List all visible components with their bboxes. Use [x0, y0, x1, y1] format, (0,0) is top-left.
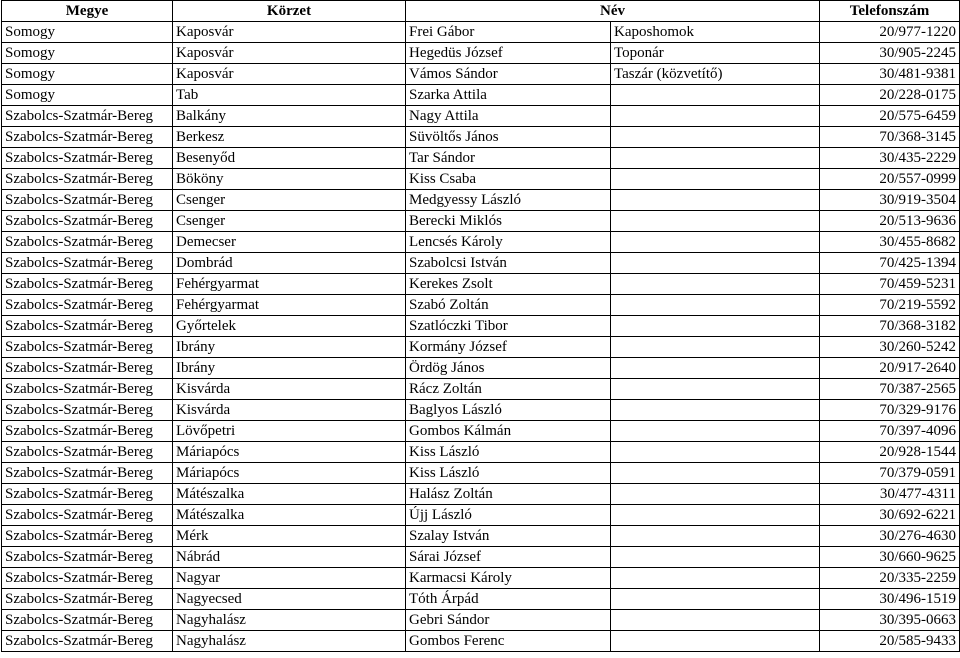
cell-nev: Tóth Árpád	[406, 589, 611, 610]
cell-telefonszam: 20/585-9433	[820, 631, 960, 652]
cell-helyseg	[611, 337, 820, 358]
table-row	[2, 400, 960, 421]
cell-telefonszam: 70/425-1394	[820, 253, 960, 274]
cell-nev: Medgyessy László	[406, 190, 611, 211]
cell-korzet: Ibrány	[173, 337, 406, 358]
table-row	[2, 169, 960, 190]
cell-helyseg	[611, 463, 820, 484]
cell-nev: Szatlóczki Tibor	[406, 316, 611, 337]
cell-telefonszam: 30/395-0663	[820, 610, 960, 631]
cell-telefonszam: 70/387-2565	[820, 379, 960, 400]
cell-megye: Szabolcs-Szatmár-Bereg	[2, 379, 173, 400]
cell-helyseg	[611, 148, 820, 169]
header-megye: Megye	[2, 1, 173, 22]
cell-korzet: Nagyecsed	[173, 589, 406, 610]
cell-nev: Sárai József	[406, 547, 611, 568]
table-row	[2, 211, 960, 232]
cell-helyseg	[611, 610, 820, 631]
cell-korzet: Csenger	[173, 190, 406, 211]
cell-helyseg	[611, 190, 820, 211]
table-row	[2, 64, 960, 85]
cell-megye: Somogy	[2, 64, 173, 85]
cell-nev: Szarka Attila	[406, 85, 611, 106]
cell-telefonszam: 30/905-2245	[820, 43, 960, 64]
table-row	[2, 505, 960, 526]
cell-korzet: Győrtelek	[173, 316, 406, 337]
table-row	[2, 442, 960, 463]
header-telefonszam: Telefonszám	[820, 1, 960, 22]
cell-megye: Szabolcs-Szatmár-Bereg	[2, 421, 173, 442]
cell-megye: Szabolcs-Szatmár-Bereg	[2, 526, 173, 547]
cell-nev: Szabó Zoltán	[406, 295, 611, 316]
cell-korzet: Kaposvár	[173, 22, 406, 43]
cell-helyseg: Kaposhomok	[611, 22, 820, 43]
cell-helyseg	[611, 295, 820, 316]
table-row	[2, 547, 960, 568]
cell-helyseg	[611, 505, 820, 526]
cell-korzet: Fehérgyarmat	[173, 274, 406, 295]
cell-helyseg	[611, 85, 820, 106]
cell-megye: Szabolcs-Szatmár-Bereg	[2, 589, 173, 610]
cell-korzet: Mérk	[173, 526, 406, 547]
cell-helyseg	[611, 358, 820, 379]
cell-megye: Szabolcs-Szatmár-Bereg	[2, 610, 173, 631]
cell-nev: Karmacsi Károly	[406, 568, 611, 589]
cell-nev: Halász Zoltán	[406, 484, 611, 505]
cell-nev: Nagy Attila	[406, 106, 611, 127]
cell-helyseg	[611, 442, 820, 463]
cell-nev: Frei Gábor	[406, 22, 611, 43]
cell-megye: Szabolcs-Szatmár-Bereg	[2, 295, 173, 316]
cell-nev: Szalay István	[406, 526, 611, 547]
cell-telefonszam: 30/919-3504	[820, 190, 960, 211]
cell-megye: Szabolcs-Szatmár-Bereg	[2, 253, 173, 274]
cell-telefonszam: 30/496-1519	[820, 589, 960, 610]
cell-korzet: Demecser	[173, 232, 406, 253]
cell-telefonszam: 30/455-8682	[820, 232, 960, 253]
header-nev: Név	[406, 1, 820, 22]
cell-helyseg: Toponár	[611, 43, 820, 64]
cell-korzet: Mátészalka	[173, 484, 406, 505]
cell-telefonszam: 20/977-1220	[820, 22, 960, 43]
cell-korzet: Kaposvár	[173, 64, 406, 85]
cell-helyseg	[611, 232, 820, 253]
table-row	[2, 610, 960, 631]
cell-helyseg	[611, 484, 820, 505]
cell-nev: Rácz Zoltán	[406, 379, 611, 400]
cell-megye: Szabolcs-Szatmár-Bereg	[2, 337, 173, 358]
cell-telefonszam: 20/917-2640	[820, 358, 960, 379]
table-row	[2, 358, 960, 379]
table-row	[2, 127, 960, 148]
cell-korzet: Nagyar	[173, 568, 406, 589]
cell-korzet: Nagyhalász	[173, 631, 406, 652]
cell-telefonszam: 70/379-0591	[820, 463, 960, 484]
cell-helyseg	[611, 526, 820, 547]
cell-telefonszam: 20/928-1544	[820, 442, 960, 463]
cell-telefonszam: 20/228-0175	[820, 85, 960, 106]
cell-megye: Szabolcs-Szatmár-Bereg	[2, 232, 173, 253]
cell-korzet: Bököny	[173, 169, 406, 190]
cell-nev: Vámos Sándor	[406, 64, 611, 85]
cell-helyseg	[611, 106, 820, 127]
cell-korzet: Kisvárda	[173, 400, 406, 421]
cell-telefonszam: 30/435-2229	[820, 148, 960, 169]
cell-telefonszam: 70/459-5231	[820, 274, 960, 295]
cell-korzet: Dombrád	[173, 253, 406, 274]
table-row	[2, 148, 960, 169]
cell-nev: Kiss László	[406, 442, 611, 463]
cell-helyseg	[611, 589, 820, 610]
cell-nev: Kormány József	[406, 337, 611, 358]
table-row	[2, 316, 960, 337]
cell-megye: Somogy	[2, 22, 173, 43]
cell-megye: Szabolcs-Szatmár-Bereg	[2, 169, 173, 190]
cell-nev: Hegedüs József	[406, 43, 611, 64]
cell-helyseg	[611, 127, 820, 148]
cell-telefonszam: 30/477-4311	[820, 484, 960, 505]
cell-helyseg: Taszár (közvetítő)	[611, 64, 820, 85]
cell-megye: Szabolcs-Szatmár-Bereg	[2, 127, 173, 148]
table-row	[2, 589, 960, 610]
cell-telefonszam: 70/368-3182	[820, 316, 960, 337]
cell-megye: Szabolcs-Szatmár-Bereg	[2, 211, 173, 232]
contact-table	[1, 0, 960, 652]
table-row	[2, 43, 960, 64]
cell-nev: Süvöltős János	[406, 127, 611, 148]
cell-megye: Szabolcs-Szatmár-Bereg	[2, 568, 173, 589]
cell-korzet: Ibrány	[173, 358, 406, 379]
table-row	[2, 253, 960, 274]
cell-nev: Ördög János	[406, 358, 611, 379]
cell-nev: Gombos Kálmán	[406, 421, 611, 442]
cell-korzet: Csenger	[173, 211, 406, 232]
cell-telefonszam: 70/368-3145	[820, 127, 960, 148]
cell-nev: Baglyos László	[406, 400, 611, 421]
cell-telefonszam: 30/660-9625	[820, 547, 960, 568]
cell-telefonszam: 70/397-4096	[820, 421, 960, 442]
table-row	[2, 484, 960, 505]
cell-korzet: Fehérgyarmat	[173, 295, 406, 316]
cell-helyseg	[611, 568, 820, 589]
cell-megye: Szabolcs-Szatmár-Bereg	[2, 505, 173, 526]
cell-megye: Szabolcs-Szatmár-Bereg	[2, 442, 173, 463]
table-row	[2, 463, 960, 484]
table-row	[2, 295, 960, 316]
table-row	[2, 232, 960, 253]
cell-helyseg	[611, 421, 820, 442]
table-row	[2, 631, 960, 652]
cell-megye: Szabolcs-Szatmár-Bereg	[2, 631, 173, 652]
table-row	[2, 106, 960, 127]
cell-nev: Gombos Ferenc	[406, 631, 611, 652]
cell-telefonszam: 20/335-2259	[820, 568, 960, 589]
cell-helyseg	[611, 274, 820, 295]
cell-nev: Berecki Miklós	[406, 211, 611, 232]
cell-telefonszam: 70/219-5592	[820, 295, 960, 316]
cell-helyseg	[611, 253, 820, 274]
cell-megye: Somogy	[2, 85, 173, 106]
cell-nev: Gebri Sándor	[406, 610, 611, 631]
cell-megye: Szabolcs-Szatmár-Bereg	[2, 400, 173, 421]
table-body	[2, 22, 960, 652]
cell-megye: Szabolcs-Szatmár-Bereg	[2, 484, 173, 505]
cell-korzet: Besenyőd	[173, 148, 406, 169]
cell-nev: Kiss László	[406, 463, 611, 484]
table-row	[2, 337, 960, 358]
cell-helyseg	[611, 379, 820, 400]
cell-korzet: Máriapócs	[173, 442, 406, 463]
cell-megye: Szabolcs-Szatmár-Bereg	[2, 106, 173, 127]
cell-telefonszam: 30/481-9381	[820, 64, 960, 85]
cell-telefonszam: 30/260-5242	[820, 337, 960, 358]
cell-nev: Szabolcsi István	[406, 253, 611, 274]
cell-telefonszam: 20/513-9636	[820, 211, 960, 232]
cell-nev: Újj László	[406, 505, 611, 526]
cell-megye: Szabolcs-Szatmár-Bereg	[2, 190, 173, 211]
cell-korzet: Nábrád	[173, 547, 406, 568]
table-row	[2, 22, 960, 43]
cell-nev: Lencsés Károly	[406, 232, 611, 253]
cell-megye: Szabolcs-Szatmár-Bereg	[2, 316, 173, 337]
cell-telefonszam: 30/276-4630	[820, 526, 960, 547]
cell-helyseg	[611, 547, 820, 568]
cell-korzet: Kisvárda	[173, 379, 406, 400]
cell-korzet: Balkány	[173, 106, 406, 127]
cell-nev: Tar Sándor	[406, 148, 611, 169]
cell-helyseg	[611, 316, 820, 337]
cell-helyseg	[611, 169, 820, 190]
header-row	[2, 1, 960, 22]
cell-telefonszam: 70/329-9176	[820, 400, 960, 421]
header-korzet: Körzet	[173, 1, 406, 22]
cell-korzet: Mátészalka	[173, 505, 406, 526]
table-row	[2, 526, 960, 547]
cell-nev: Kerekes Zsolt	[406, 274, 611, 295]
cell-telefonszam: 20/575-6459	[820, 106, 960, 127]
cell-telefonszam: 30/692-6221	[820, 505, 960, 526]
cell-megye: Szabolcs-Szatmár-Bereg	[2, 274, 173, 295]
table-row	[2, 421, 960, 442]
cell-helyseg	[611, 211, 820, 232]
cell-korzet: Berkesz	[173, 127, 406, 148]
cell-megye: Szabolcs-Szatmár-Bereg	[2, 358, 173, 379]
table-row	[2, 274, 960, 295]
table-row	[2, 190, 960, 211]
table-row	[2, 568, 960, 589]
cell-megye: Szabolcs-Szatmár-Bereg	[2, 463, 173, 484]
cell-nev: Kiss Csaba	[406, 169, 611, 190]
table-row	[2, 85, 960, 106]
cell-telefonszam: 20/557-0999	[820, 169, 960, 190]
table-row	[2, 379, 960, 400]
cell-korzet: Lövőpetri	[173, 421, 406, 442]
cell-korzet: Nagyhalász	[173, 610, 406, 631]
cell-helyseg	[611, 400, 820, 421]
cell-megye: Somogy	[2, 43, 173, 64]
cell-helyseg	[611, 631, 820, 652]
cell-korzet: Máriapócs	[173, 463, 406, 484]
cell-megye: Szabolcs-Szatmár-Bereg	[2, 148, 173, 169]
cell-korzet: Kaposvár	[173, 43, 406, 64]
cell-megye: Szabolcs-Szatmár-Bereg	[2, 547, 173, 568]
cell-korzet: Tab	[173, 85, 406, 106]
